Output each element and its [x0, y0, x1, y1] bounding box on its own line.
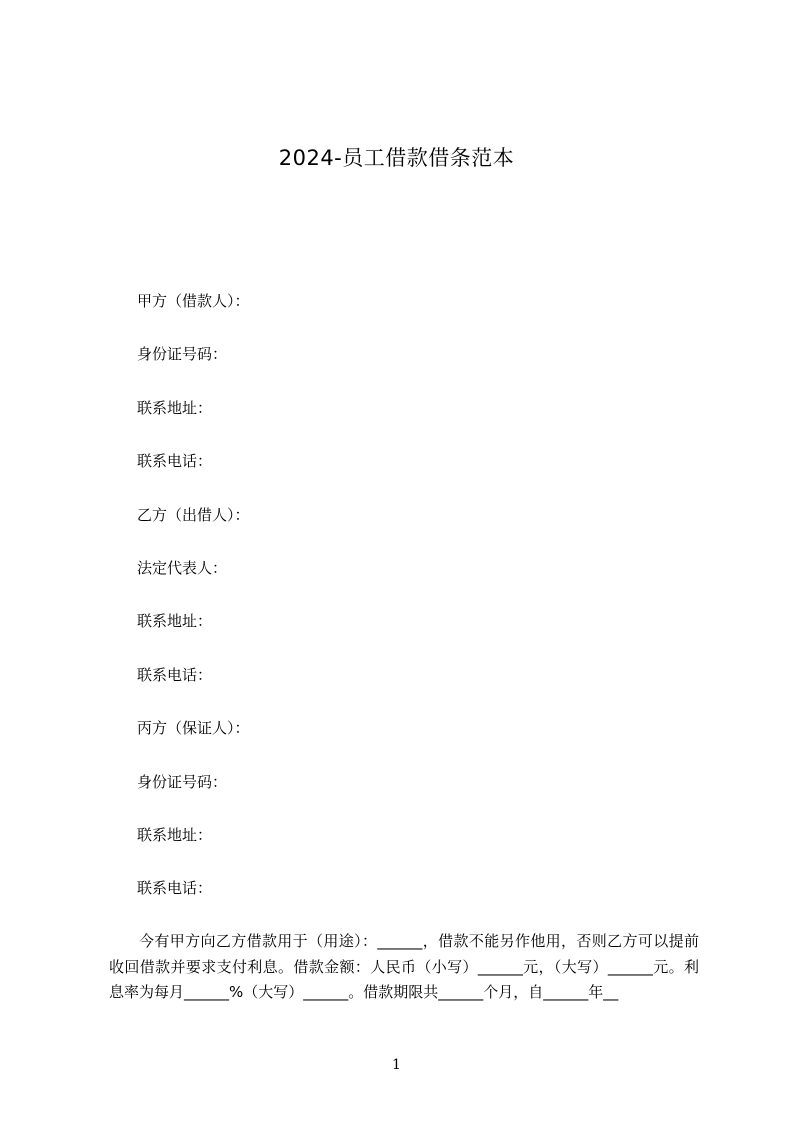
page-number: 1: [392, 1057, 401, 1073]
party-info-fields: [137, 290, 250, 931]
field-phone: 联系电话：: [137, 665, 213, 684]
field-address: 联系地址：: [137, 612, 213, 631]
field-party-b: 乙方（出借人）：: [137, 505, 250, 524]
loan-terms-paragraph: 今有甲方向乙方借款用于（用途）：______，借款不能另作他用，否则乙方可以提前收回借款并要求支付利息。借款金额：人民币（小写）______元，（大写）______元。利息率为每月______%（大写）______。借款期限共______个月，自______年__: [109, 932, 699, 1001]
field-id-number: 身份证号码：: [137, 772, 228, 791]
field-phone: 联系电话：: [137, 879, 213, 898]
field-party-a: 甲方（借款人）：: [137, 292, 250, 310]
field-address: 联系地址：: [137, 825, 213, 844]
document-title: 2024-员工借款借条范本: [278, 146, 515, 170]
field-legal-representative: 法定代表人：: [137, 558, 228, 577]
field-address: 联系地址：: [137, 398, 213, 417]
field-id-number: 身份证号码：: [137, 345, 228, 364]
field-phone: 联系电话：: [137, 452, 213, 471]
field-party-c: 丙方（保证人）：: [137, 719, 250, 738]
